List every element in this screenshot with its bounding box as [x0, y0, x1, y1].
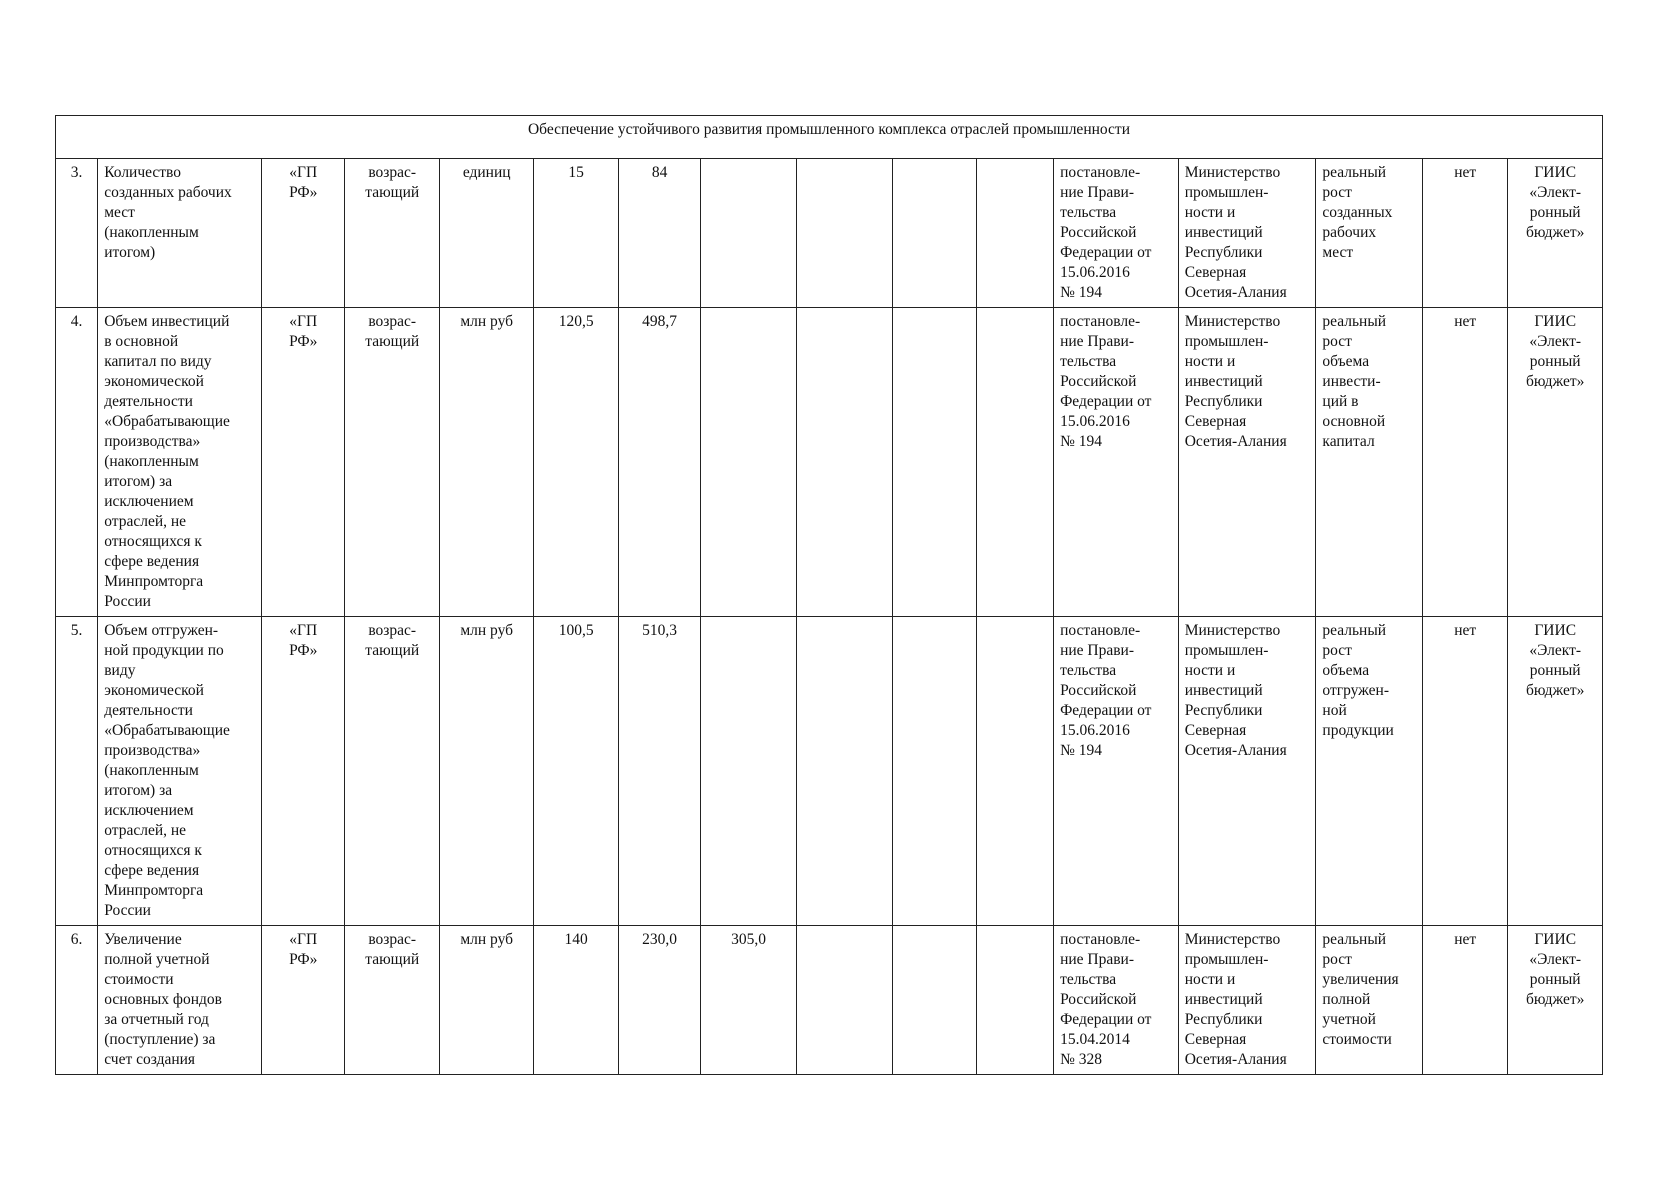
cell-unit: млн руб [439, 308, 533, 617]
cell-effect-line: основной [1322, 413, 1386, 430]
cell-unit: млн руб [439, 926, 533, 1075]
cell-empty-b [893, 926, 976, 1075]
cell-effect-line: созданных [1322, 204, 1393, 221]
cell-ministry-line: Министерство [1184, 313, 1281, 330]
cell-doc-line: Российской [1060, 991, 1137, 1008]
cell-v2: 510,3 [618, 617, 700, 926]
cell-ministry [1178, 308, 1316, 617]
cell-name-line: стоимости [104, 971, 174, 988]
cell-doc-line: Российской [1060, 682, 1137, 699]
cell-name-line: отраслей, не [104, 513, 187, 530]
cell-ministry-line: Министерство [1184, 164, 1281, 181]
cell-empty-c [976, 617, 1053, 926]
cell-empty-a [796, 926, 892, 1075]
cell-name [98, 926, 262, 1075]
cell-ministry-line: инвестиций [1184, 224, 1263, 241]
cell-empty-a [796, 159, 892, 308]
cell-direction [345, 926, 439, 1075]
cell-giis-line: бюджет» [1525, 682, 1585, 699]
cell-name-line: итогом) за [104, 473, 173, 490]
cell-ministry-line: Осетия-Алания [1184, 742, 1287, 759]
cell-ministry-line: инвестиций [1184, 991, 1263, 1008]
cell-effect-line: рабочих [1322, 224, 1377, 241]
cell-effect-line: ной [1322, 702, 1347, 719]
cell-ministry-line: Республики [1184, 244, 1263, 261]
cell-source [262, 308, 345, 617]
table-row [56, 617, 1603, 926]
cell-effect [1316, 308, 1423, 617]
cell-v3 [701, 617, 796, 926]
cell-doc-line: № 328 [1060, 1051, 1102, 1068]
cell-direction-line: возрас- [368, 622, 417, 639]
cell-doc-line: Российской [1060, 373, 1137, 390]
cell-doc-line: № 194 [1060, 433, 1102, 450]
cell-num: 3. [56, 159, 98, 308]
cell-direction-line: возрас- [368, 931, 417, 948]
cell-ministry-line: Осетия-Алания [1184, 1051, 1287, 1068]
cell-giis-line: ронный [1529, 971, 1581, 988]
cell-effect-line: продукции [1322, 722, 1394, 739]
cell-doc-line: постановле- [1060, 931, 1141, 948]
cell-effect-line: капитал [1322, 433, 1375, 450]
cell-source-line: РФ» [289, 333, 318, 350]
cell-effect-line: увеличения [1322, 971, 1399, 988]
cell-direction-line: возрас- [368, 313, 417, 330]
cell-doc-line: Российской [1060, 224, 1137, 241]
cell-doc-line: тельства [1060, 971, 1117, 988]
cell-num: 5. [56, 617, 98, 926]
cell-effect [1316, 926, 1423, 1075]
cell-effect-line: рост [1322, 642, 1352, 659]
cell-name-line: экономической [104, 373, 204, 390]
cell-doc [1054, 308, 1179, 617]
cell-v1: 140 [534, 926, 618, 1075]
cell-name-line: сфере ведения [104, 862, 200, 879]
cell-ministry-line: ности и [1184, 662, 1236, 679]
cell-direction-line: тающий [365, 333, 420, 350]
cell-name-line: Объем инвестиций [104, 313, 230, 330]
cell-ministry-line: Осетия-Алания [1184, 433, 1287, 450]
cell-name-line: итогом) за [104, 782, 173, 799]
cell-flag: нет [1422, 308, 1507, 617]
cell-source-line: РФ» [289, 642, 318, 659]
cell-name-line: полной учетной [104, 951, 210, 968]
cell-effect-line: реальный [1322, 622, 1387, 639]
cell-name-line: исключением [104, 802, 194, 819]
cell-ministry-line: промышлен- [1184, 951, 1269, 968]
cell-name [98, 159, 262, 308]
cell-unit: млн руб [439, 617, 533, 926]
cell-doc-line: № 194 [1060, 742, 1102, 759]
cell-name-line: Минпромторга [104, 573, 204, 590]
cell-giis-line: ГИИС [1534, 931, 1577, 948]
cell-name-line: относящихся к [104, 842, 202, 859]
cell-empty-c [976, 926, 1053, 1075]
cell-ministry-line: промышлен- [1184, 184, 1269, 201]
cell-doc-line: ние Прави- [1060, 184, 1135, 201]
cell-doc [1054, 926, 1179, 1075]
cell-doc-line: тельства [1060, 662, 1117, 679]
cell-doc-line: Федерации от [1060, 393, 1152, 410]
cell-direction-line: возрас- [368, 164, 417, 181]
cell-effect-line: инвести- [1322, 373, 1381, 390]
cell-name-line: капитал по виду [104, 353, 212, 370]
cell-ministry-line: Республики [1184, 702, 1263, 719]
cell-name-line: относящихся к [104, 533, 202, 550]
cell-name-line: основных фондов [104, 991, 222, 1008]
cell-name-line: России [104, 593, 151, 610]
cell-doc-line: 15.06.2016 [1060, 722, 1130, 739]
cell-doc-line: Федерации от [1060, 1011, 1152, 1028]
cell-ministry-line: Северная [1184, 1031, 1247, 1048]
cell-ministry-line: Министерство [1184, 622, 1281, 639]
cell-effect [1316, 617, 1423, 926]
cell-flag: нет [1422, 159, 1507, 308]
cell-v1: 15 [534, 159, 618, 308]
cell-empty-b [893, 308, 976, 617]
cell-source [262, 159, 345, 308]
cell-doc-line: 15.06.2016 [1060, 413, 1130, 430]
cell-source-line: «ГП [289, 164, 318, 181]
cell-giis-line: ГИИС [1534, 313, 1577, 330]
table-row [56, 159, 1603, 308]
cell-effect-line: рост [1322, 951, 1352, 968]
cell-doc-line: Федерации от [1060, 244, 1152, 261]
cell-v2: 84 [618, 159, 700, 308]
cell-ministry-line: ности и [1184, 204, 1236, 221]
cell-ministry-line: инвестиций [1184, 373, 1263, 390]
cell-doc-line: № 194 [1060, 284, 1102, 301]
cell-giis-line: ГИИС [1534, 164, 1577, 181]
cell-effect-line: полной [1322, 991, 1371, 1008]
cell-name-line: мест [104, 204, 135, 221]
cell-effect-line: рост [1322, 184, 1352, 201]
cell-effect-line: учетной [1322, 1011, 1376, 1028]
cell-effect-line: объема [1322, 662, 1370, 679]
cell-doc-line: 15.06.2016 [1060, 264, 1130, 281]
cell-ministry-line: Северная [1184, 264, 1247, 281]
cell-name-line: Количество [104, 164, 182, 181]
cell-empty-a [796, 617, 892, 926]
cell-name [98, 617, 262, 926]
cell-doc-line: 15.04.2014 [1060, 1031, 1130, 1048]
cell-giis-line: бюджет» [1525, 373, 1585, 390]
cell-doc-line: тельства [1060, 353, 1117, 370]
cell-v2: 498,7 [618, 308, 700, 617]
cell-giis-line: ронный [1529, 662, 1581, 679]
cell-name-line: виду [104, 662, 136, 679]
cell-name-line: «Обрабатывающие [104, 413, 230, 430]
cell-name-line: ной продукции по [104, 642, 224, 659]
cell-source-line: «ГП [289, 931, 318, 948]
cell-name-line: производства» [104, 742, 201, 759]
cell-ministry-line: Осетия-Алания [1184, 284, 1287, 301]
cell-ministry-line: ности и [1184, 971, 1236, 988]
table-row [56, 308, 1603, 617]
cell-empty-c [976, 308, 1053, 617]
cell-doc [1054, 159, 1179, 308]
cell-name-line: за отчетный год [104, 1011, 209, 1028]
cell-name-line: Увеличение [104, 931, 182, 948]
cell-v2: 230,0 [618, 926, 700, 1075]
cell-ministry [1178, 926, 1316, 1075]
cell-source [262, 926, 345, 1075]
cell-doc-line: ние Прави- [1060, 333, 1135, 350]
cell-name [98, 308, 262, 617]
cell-direction [345, 159, 439, 308]
cell-giis [1508, 926, 1603, 1075]
cell-name-line: итогом) [104, 244, 156, 261]
cell-source-line: РФ» [289, 184, 318, 201]
cell-flag: нет [1422, 617, 1507, 926]
cell-doc-line: постановле- [1060, 164, 1141, 181]
cell-v1: 100,5 [534, 617, 618, 926]
cell-name-line: в основной [104, 333, 179, 350]
cell-name-line: «Обрабатывающие [104, 722, 230, 739]
cell-ministry-line: инвестиций [1184, 682, 1263, 699]
cell-empty-b [893, 617, 976, 926]
cell-ministry-line: промышлен- [1184, 642, 1269, 659]
cell-giis-line: ронный [1529, 353, 1581, 370]
cell-direction-line: тающий [365, 642, 420, 659]
cell-giis-line: «Элект- [1529, 642, 1582, 659]
cell-doc [1054, 617, 1179, 926]
cell-giis [1508, 617, 1603, 926]
cell-empty-c [976, 159, 1053, 308]
cell-effect-line: мест [1322, 244, 1354, 261]
cell-giis-line: ронный [1529, 204, 1581, 221]
cell-source-line: «ГП [289, 622, 318, 639]
cell-name-line: деятельности [104, 702, 193, 719]
cell-ministry-line: Республики [1184, 393, 1263, 410]
cell-effect-line: реальный [1322, 931, 1387, 948]
cell-name-line: (накопленным [104, 762, 199, 779]
cell-effect-line: реальный [1322, 164, 1387, 181]
cell-ministry [1178, 159, 1316, 308]
cell-name-line: исключением [104, 493, 194, 510]
cell-name-line: России [104, 902, 151, 919]
cell-giis-line: бюджет» [1525, 991, 1585, 1008]
cell-ministry-line: Республики [1184, 1011, 1263, 1028]
cell-effect-line: реальный [1322, 313, 1387, 330]
cell-name-line: Объем отгружен- [104, 622, 219, 639]
cell-effect-line: стоимости [1322, 1031, 1392, 1048]
cell-doc-line: ние Прави- [1060, 642, 1135, 659]
cell-giis [1508, 308, 1603, 617]
cell-giis-line: «Элект- [1529, 951, 1582, 968]
cell-giis-line: «Элект- [1529, 184, 1582, 201]
cell-name-line: (поступление) за [104, 1031, 216, 1048]
section-header-row [56, 116, 1603, 159]
cell-ministry-line: промышлен- [1184, 333, 1269, 350]
cell-source [262, 617, 345, 926]
cell-giis [1508, 159, 1603, 308]
cell-flag: нет [1422, 926, 1507, 1075]
cell-name-line: деятельности [104, 393, 193, 410]
cell-source-line: «ГП [289, 313, 318, 330]
cell-giis-line: «Элект- [1529, 333, 1582, 350]
indicators-table [55, 115, 1603, 1075]
cell-v1: 120,5 [534, 308, 618, 617]
cell-ministry-line: Северная [1184, 413, 1247, 430]
cell-doc-line: тельства [1060, 204, 1117, 221]
cell-direction [345, 617, 439, 926]
cell-doc-line: постановле- [1060, 313, 1141, 330]
cell-num: 4. [56, 308, 98, 617]
cell-effect [1316, 159, 1423, 308]
cell-source-line: РФ» [289, 951, 318, 968]
cell-ministry-line: ности и [1184, 353, 1236, 370]
cell-num: 6. [56, 926, 98, 1075]
cell-direction [345, 308, 439, 617]
cell-v3 [701, 159, 796, 308]
cell-empty-a [796, 308, 892, 617]
cell-doc-line: Федерации от [1060, 702, 1152, 719]
cell-effect-line: ций в [1322, 393, 1359, 410]
cell-effect-line: отгружен- [1322, 682, 1390, 699]
cell-direction-line: тающий [365, 951, 420, 968]
cell-name-line: сфере ведения [104, 553, 200, 570]
cell-ministry-line: Северная [1184, 722, 1247, 739]
cell-ministry-line: Министерство [1184, 931, 1281, 948]
cell-doc-line: постановле- [1060, 622, 1141, 639]
cell-name-line: (накопленным [104, 224, 199, 241]
cell-giis-line: ГИИС [1534, 622, 1577, 639]
cell-name-line: Минпромторга [104, 882, 204, 899]
table-row [56, 926, 1603, 1075]
cell-name-line: отраслей, не [104, 822, 187, 839]
cell-name-line: счет создания [104, 1051, 196, 1068]
cell-direction-line: тающий [365, 184, 420, 201]
cell-effect-line: рост [1322, 333, 1352, 350]
cell-doc-line: ние Прави- [1060, 951, 1135, 968]
cell-name-line: экономической [104, 682, 204, 699]
section-title: Обеспечение устойчивого развития промышленного комплекса отраслей промышленности [56, 116, 1603, 159]
cell-name-line: (накопленным [104, 453, 199, 470]
cell-ministry [1178, 617, 1316, 926]
cell-v3: 305,0 [701, 926, 796, 1075]
cell-giis-line: бюджет» [1525, 224, 1585, 241]
cell-v3 [701, 308, 796, 617]
cell-name-line: созданных рабочих [104, 184, 232, 201]
cell-name-line: производства» [104, 433, 201, 450]
cell-empty-b [893, 159, 976, 308]
cell-unit: единиц [439, 159, 533, 308]
cell-effect-line: объема [1322, 353, 1370, 370]
